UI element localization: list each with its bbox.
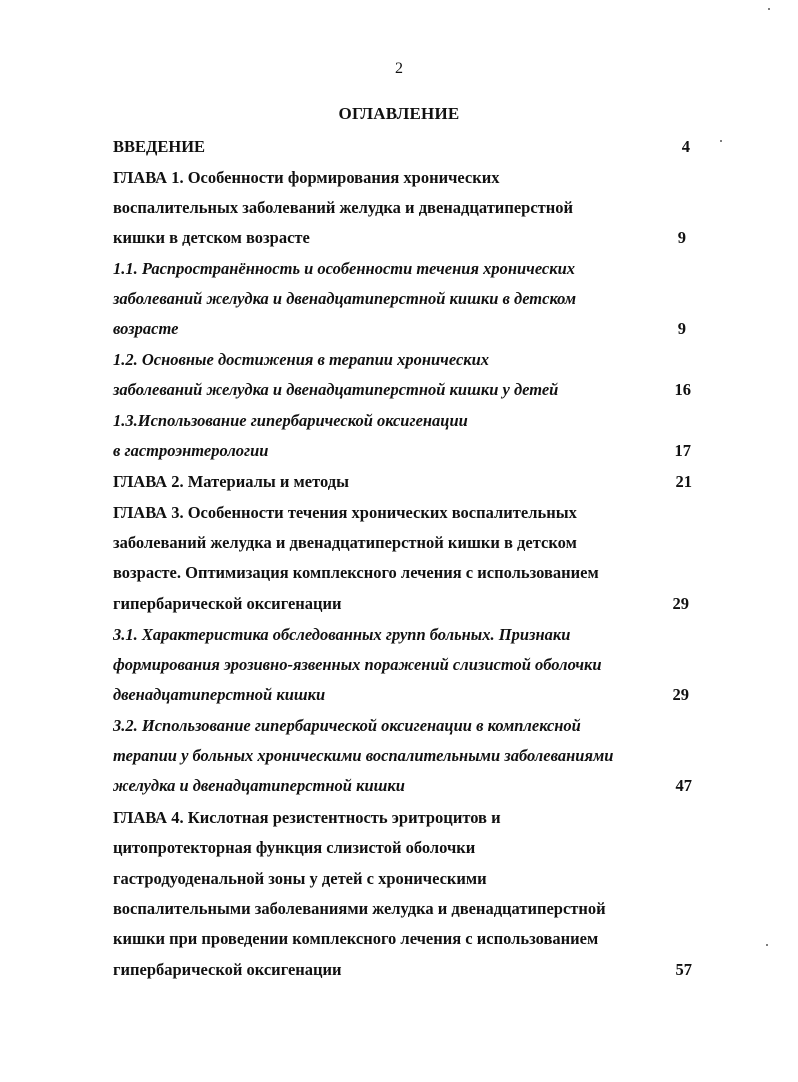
- toc-entry-line: заболеваний желудка и двенадцатиперстной кишки в детском: [113, 289, 577, 308]
- toc-entry-line: гастродуоденальной зоны у детей с хроническими: [113, 869, 487, 888]
- toc-entry-line: гипербарической оксигенации: [113, 594, 342, 613]
- toc-entry-line: желудка и двенадцатиперстной кишки: [113, 776, 405, 795]
- toc-page-number: 21: [675, 472, 692, 491]
- toc-entry-line: 1.2. Основные достижения в терапии хронических: [113, 350, 490, 369]
- toc-entry-line: кишки при проведении комплексного лечения с использованием: [113, 929, 599, 948]
- toc-page-number: 17: [674, 441, 691, 460]
- toc-entry-line: в гастроэнтерологии: [113, 441, 269, 460]
- toc-entry-line: ГЛАВА 4. Кислотная резистентность эритроцитов и: [113, 808, 501, 827]
- toc-entry-line: 1.3.Использование гипербарической оксигенации: [113, 411, 468, 430]
- toc-page-number: 57: [675, 960, 692, 979]
- toc-page-number: 9: [677, 319, 686, 338]
- toc-entry-line: 3.2. Использование гипербарической оксигенации в комплексной: [113, 716, 581, 735]
- toc-entry-line: 1.1. Распространённость и особенности течения хронических: [113, 259, 576, 278]
- toc-page-number: 16: [674, 380, 691, 399]
- toc-entry-line: возрасте: [113, 319, 179, 338]
- toc-entry-line: гипербарической оксигенации: [113, 960, 342, 979]
- toc-entry-line: терапии у больных хроническими воспалительными заболеваниями: [113, 746, 614, 765]
- toc-entry-line: ВВЕДЕНИЕ: [113, 137, 206, 156]
- toc-entry-line: заболеваний желудка и двенадцатиперстной кишки в детском: [113, 533, 577, 552]
- scan-speck: [766, 944, 768, 946]
- toc-page-number: 29: [672, 594, 689, 613]
- toc-entry-line: формирования эрозивно-язвенных поражений слизистой оболочки: [113, 655, 602, 674]
- toc-entry-line: двенадцатиперстной кишки: [113, 685, 326, 704]
- scan-speck: [720, 140, 722, 142]
- toc-page-number: 9: [677, 228, 686, 247]
- toc-page-number: 4: [681, 137, 690, 156]
- toc-page-number: 29: [672, 685, 689, 704]
- toc-entry-line: ГЛАВА 2. Материалы и методы: [113, 472, 349, 491]
- scan-speck: [768, 8, 770, 10]
- toc-page-number: 47: [675, 776, 692, 795]
- toc-entry-line: 3.1. Характеристика обследованных групп больных. Признаки: [113, 625, 571, 644]
- toc-entry-line: возрасте. Оптимизация комплексного лечения с использованием: [113, 563, 599, 582]
- toc-title: ОГЛАВЛЕНИЕ: [338, 104, 460, 123]
- toc-entry-line: заболеваний желудка и двенадцатиперстной кишки у детей: [113, 380, 559, 399]
- toc-entry-line: воспалительных заболеваний желудка и двенадцатиперстной: [113, 198, 574, 217]
- toc-entry-line: кишки в детском возрасте: [113, 228, 310, 247]
- toc-entry-line: воспалительными заболеваниями желудка и двенадцатиперстной: [113, 899, 606, 918]
- toc-entry-line: цитопротекторная функция слизистой оболочки: [113, 838, 476, 857]
- page-number: 2: [395, 60, 403, 77]
- toc-entry-line: ГЛАВА 1. Особенности формирования хронических: [113, 168, 500, 187]
- toc-entry-line: ГЛАВА 3. Особенности течения хронических воспалительных: [113, 503, 577, 522]
